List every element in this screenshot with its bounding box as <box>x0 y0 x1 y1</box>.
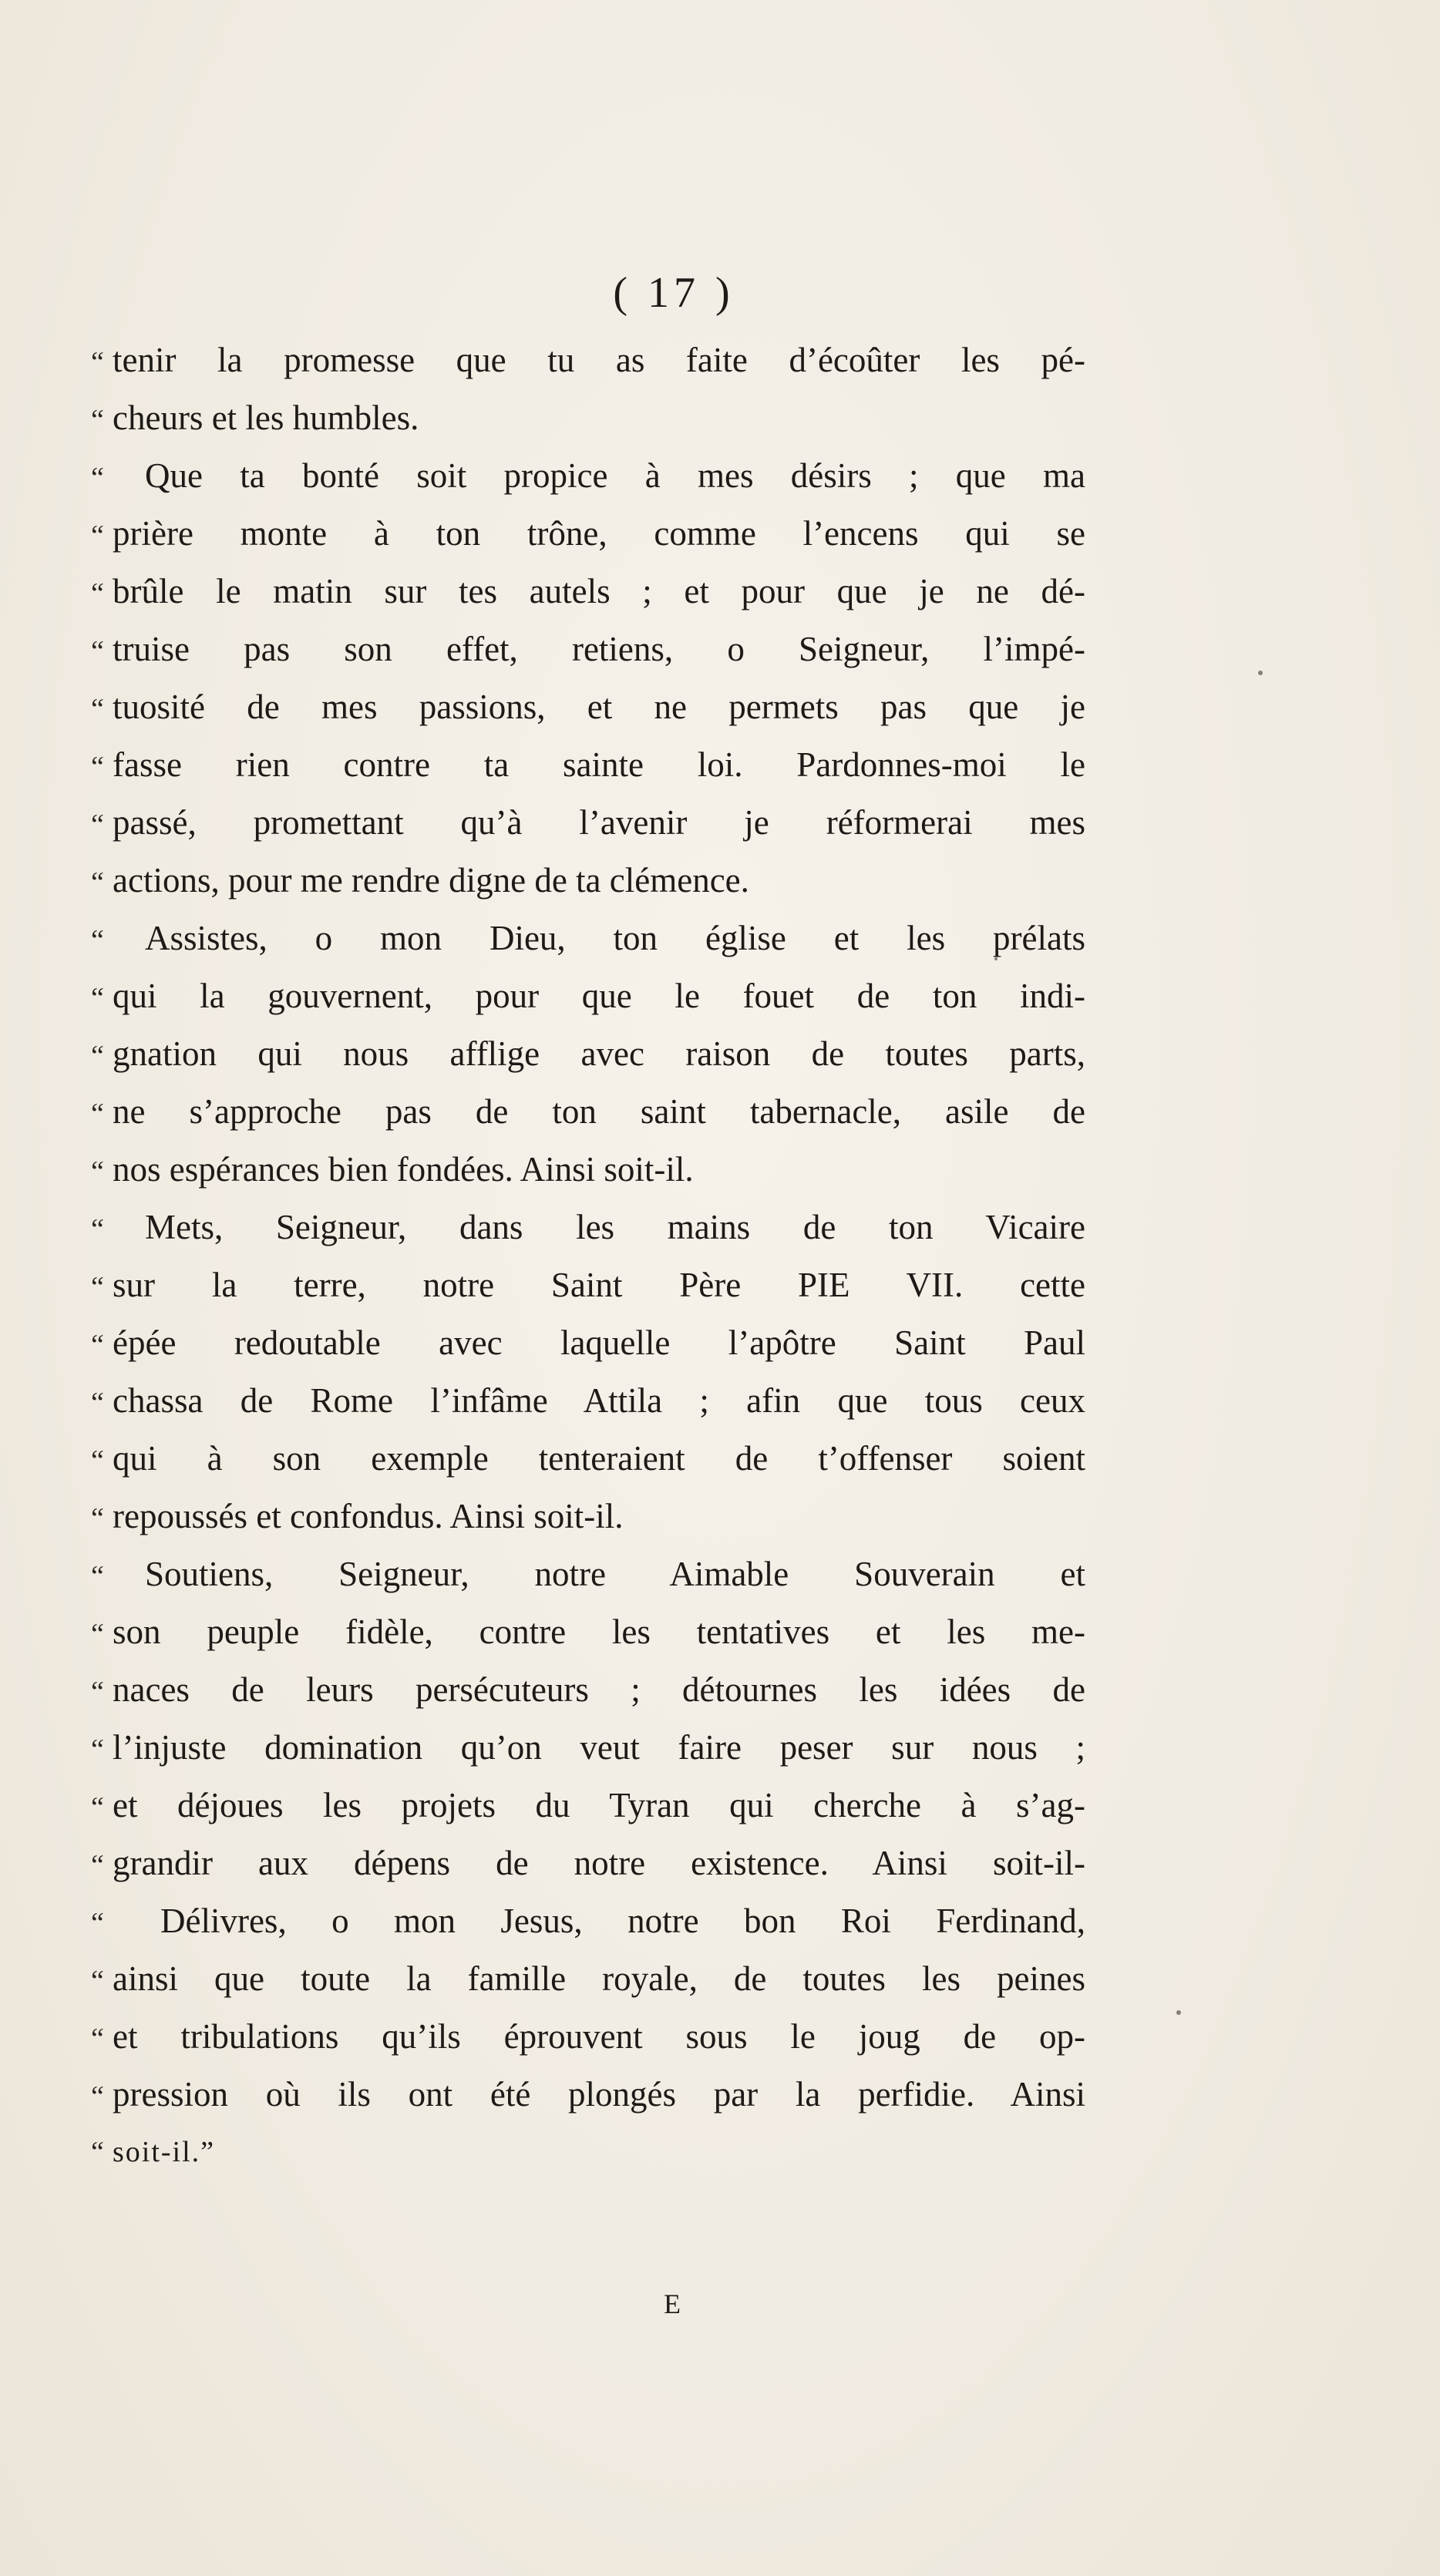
line-text: truise pas son effet, retiens, o Seigneur, l’impé- <box>113 630 1085 668</box>
text-line <box>91 1314 1085 1372</box>
line-text: pression où ils ont été plongés par la perfidie. Ainsi <box>113 2075 1085 2114</box>
line-text: épée redoutable avec laquelle l’apôtre Saint Paul <box>113 1323 1085 1362</box>
quote-mark: “ <box>91 1329 104 1361</box>
line-text: et tribulations qu’ils éprouvent sous le joug de op- <box>113 2017 1085 2056</box>
signature-mark: E <box>664 2288 681 2319</box>
text-line <box>91 1488 1085 1545</box>
quote-mark: “ <box>91 1387 104 1419</box>
quote-mark: “ <box>91 2023 104 2055</box>
quote-mark: “ <box>91 1502 104 1535</box>
quote-mark: “ <box>91 1734 104 1766</box>
line-text: son peuple fidèle, contre les tentatives et les me- <box>113 1613 1085 1651</box>
line-text: repoussés et confondus. Ainsi soit-il. <box>113 1497 624 1535</box>
text-line <box>91 1777 1085 1834</box>
text-line <box>91 1025 1085 1083</box>
line-text: prière monte à ton trône, comme l’encens qui se <box>113 514 1085 553</box>
quote-mark: “ <box>91 1676 104 1708</box>
text-line <box>91 1661 1085 1719</box>
body-text <box>91 331 1085 2181</box>
line-text: l’injuste domination qu’on veut faire peser sur nous ; <box>113 1728 1085 1767</box>
line-text: naces de leurs persécuteurs ; détournes les idées de <box>113 1670 1085 1709</box>
quote-mark: “ <box>91 1040 104 1072</box>
line-text: fasse rien contre ta sainte loi. Pardonnes-moi le <box>113 745 1085 784</box>
quote-mark: “ <box>91 866 104 899</box>
line-text: Assistes, o mon Dieu, ton église et les prélats <box>145 919 1085 957</box>
quote-mark: “ <box>91 982 104 1014</box>
text-line <box>91 1372 1085 1430</box>
line-text: sur la terre, notre Saint Père PIE VII. cette <box>113 1266 1085 1304</box>
text-line <box>91 678 1085 736</box>
quote-mark: “ <box>91 1907 104 1939</box>
text-line <box>91 1545 1085 1603</box>
line-text: actions, pour me rendre digne de ta clémence. <box>113 861 749 900</box>
quote-mark: “ <box>91 346 104 378</box>
text-line <box>91 1199 1085 1256</box>
line-text: ne s’approche pas de ton saint tabernacle, asile de <box>113 1092 1085 1131</box>
quote-mark: “ <box>91 1791 104 1824</box>
paper-speck <box>1176 2010 1181 2015</box>
quote-mark: “ <box>91 462 104 494</box>
text-line <box>91 1834 1085 1892</box>
line-text: tuosité de mes passions, et ne permets pas que je <box>113 688 1085 726</box>
line-text: gnation qui nous afflige avec raison de toutes parts, <box>113 1034 1085 1073</box>
text-line <box>91 736 1085 794</box>
text-line <box>91 1083 1085 1141</box>
text-line <box>91 620 1085 678</box>
text-line <box>91 1892 1085 1950</box>
paper-speck <box>1258 671 1263 675</box>
text-line <box>91 1256 1085 1314</box>
line-text: Soutiens, Seigneur, notre Aimable Souverain et <box>145 1555 1085 1593</box>
line-text: Délivres, o mon Jesus, notre bon Roi Ferdinand, <box>160 1902 1085 1940</box>
quote-mark: “ <box>91 1849 104 1882</box>
quote-mark: “ <box>91 520 104 552</box>
paper-speck <box>994 957 998 960</box>
text-line <box>91 1603 1085 1661</box>
text-line <box>91 2066 1085 2124</box>
line-text: passé, promettant qu’à l’avenir je réformerai mes <box>113 803 1085 842</box>
line-text: cheurs et les humbles. <box>113 399 419 437</box>
line-text: ainsi que toute la famille royale, de toutes les peines <box>113 1959 1085 1998</box>
quote-mark: “ <box>91 1213 104 1246</box>
text-line <box>91 967 1085 1025</box>
line-text: tenir la promesse que tu as faite d’écoûter les pé- <box>113 341 1085 379</box>
quote-mark: “ <box>91 1560 104 1592</box>
quote-mark: “ <box>91 809 104 841</box>
text-line <box>91 563 1085 620</box>
text-line <box>91 1430 1085 1488</box>
text-line <box>91 2124 1085 2181</box>
quote-mark: “ <box>91 404 104 436</box>
page-number: ( 17 ) <box>613 269 735 317</box>
line-text: nos espérances bien fondées. Ainsi soit-il. <box>113 1150 694 1189</box>
quote-mark: “ <box>91 693 104 725</box>
quote-mark: “ <box>91 924 104 957</box>
line-text: Mets, Seigneur, dans les mains de ton Vicaire <box>145 1208 1085 1246</box>
text-line <box>91 505 1085 563</box>
text-line <box>91 331 1085 389</box>
text-line <box>91 389 1085 447</box>
quote-mark: “ <box>91 635 104 668</box>
quote-mark: “ <box>91 2136 104 2168</box>
line-text: brûle le matin sur tes autels ; et pour que je ne dé- <box>113 572 1085 610</box>
text-line <box>91 794 1085 852</box>
quote-mark: “ <box>91 1618 104 1650</box>
text-line <box>91 1950 1085 2008</box>
line-text: qui la gouvernent, pour que le fouet de ton indi- <box>113 977 1085 1015</box>
quote-mark: “ <box>91 577 104 610</box>
line-text: Que ta bonté soit propice à mes désirs ; que ma <box>145 456 1085 495</box>
line-text: grandir aux dépens de notre existence. Ainsi soit-il- <box>113 1844 1085 1882</box>
text-line <box>91 1719 1085 1777</box>
text-line <box>91 2008 1085 2066</box>
quote-mark: “ <box>91 1444 104 1477</box>
text-line <box>91 910 1085 967</box>
line-text: qui à son exemple tenteraient de t’offenser soient <box>113 1439 1085 1478</box>
line-text: soit-il.” <box>113 2136 216 2168</box>
quote-mark: “ <box>91 1271 104 1303</box>
text-line <box>91 1141 1085 1199</box>
line-text: et déjoues les projets du Tyran qui cherche à s’ag- <box>113 1786 1085 1824</box>
quote-mark: “ <box>91 1155 104 1188</box>
text-line <box>91 447 1085 505</box>
quote-mark: “ <box>91 751 104 783</box>
quote-mark: “ <box>91 1098 104 1130</box>
quote-mark: “ <box>91 1965 104 1997</box>
quote-mark: “ <box>91 2080 104 2113</box>
line-text: chassa de Rome l’infâme Attila ; afin que tous ceux <box>113 1381 1085 1420</box>
text-line <box>91 852 1085 910</box>
